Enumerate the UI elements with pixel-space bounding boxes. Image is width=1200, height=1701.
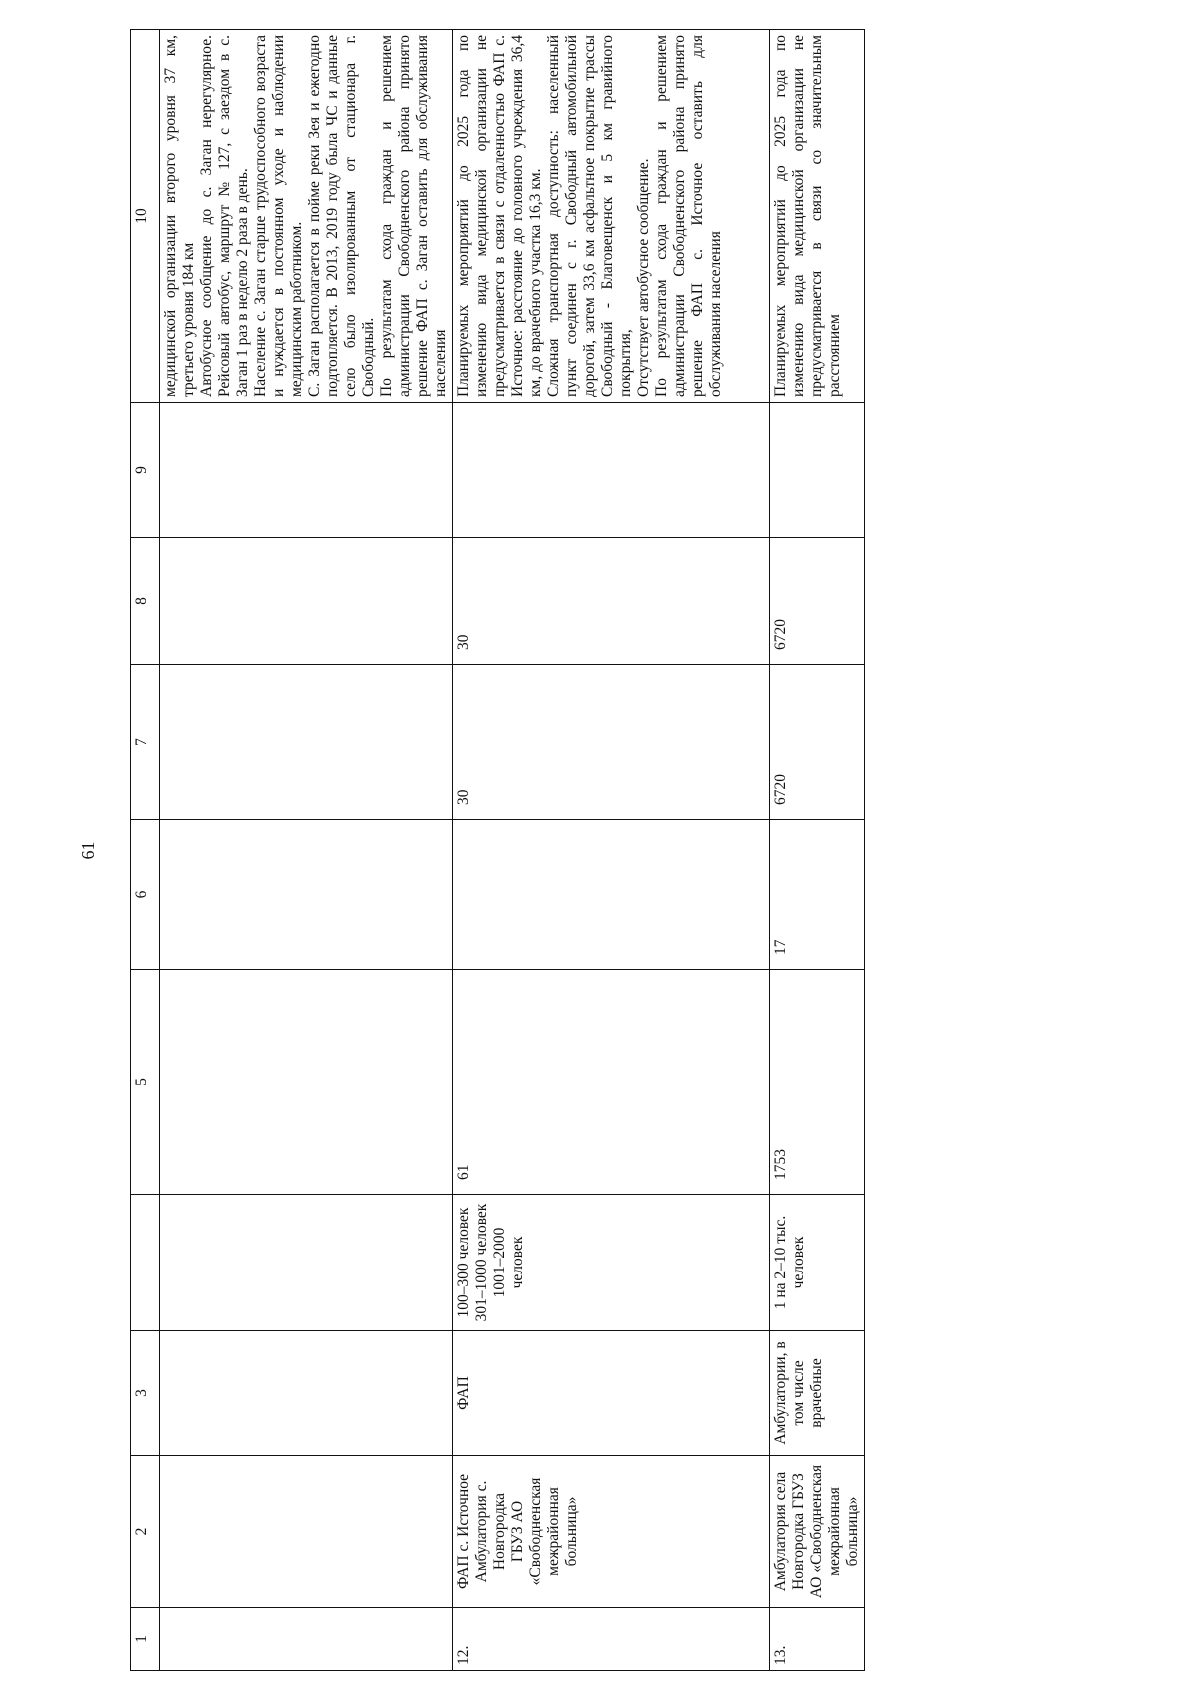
facility-name-cell: Амбулатория села Новгородка ГБУЗ АО «Свободненская межрайонная больница» (770, 1456, 865, 1608)
value-cell-6 (160, 820, 453, 970)
col-header: 5 (131, 970, 160, 1195)
value-cell-8: 6720 (770, 538, 865, 665)
table-row (160, 30, 453, 1671)
table-row (453, 30, 770, 1671)
col-header: 9 (131, 403, 160, 538)
value-cell-7 (160, 665, 453, 820)
row-number-cell: 12. (453, 1608, 770, 1671)
col-header: 2 (131, 1456, 160, 1608)
note-cell: Планируемых мероприятий до 2025 года по изменению вида медицинской организации не предусматривается в связи со значительным расстоянием (770, 30, 865, 403)
facility-type-cell: Амбулатории, в том числе врачебные (770, 1331, 865, 1456)
value-cell-6: 17 (770, 820, 865, 970)
col-header: 10 (131, 30, 160, 403)
facility-type-cell: ФАП (453, 1331, 770, 1456)
value-cell-5: 61 (453, 970, 770, 1195)
facility-name-cell: ФАП с. Источное Амбулатория с. Новгородка ГБУЗ АО «Свободненская межрайонная больница» (453, 1456, 770, 1608)
value-cell-7: 30 (453, 665, 770, 820)
row-number-cell (160, 1608, 453, 1671)
value-cell-7: 6720 (770, 665, 865, 820)
table-row (770, 30, 865, 1671)
note-cell: Планируемых мероприятий до 2025 года по изменению вида медицинской организации не предусматривается в связи с отдаленностью ФАП с. Источное: расстояние до головного учреждения 36,4 км, до врачебного участка 16,3 км. Сложная транспортная доступность: населенный пункт соединен с г. Свободный автомобильной дорогой, затем 33,6 км асфальтное покрытие трассы Свободный - Благовещенск и 5 км гравийного покрытия, Отсутствует автобусное сообщение. По результатам схода граждан и решением администрации Свободненского района принято решение ФАП с. Источное оставить для обслуживания населения (453, 30, 770, 403)
col-header (131, 1195, 160, 1331)
value-cell-8 (160, 538, 453, 665)
norm-cell: 100–300 человек 301–1000 человек 1001–2000 человек (453, 1195, 770, 1331)
table-header-row (131, 30, 160, 1671)
value-cell-5: 1753 (770, 970, 865, 1195)
norm-cell: 1 на 2–10 тыс. человек (770, 1195, 865, 1331)
facilities-table (130, 29, 865, 1671)
value-cell-9 (160, 403, 453, 538)
col-header: 8 (131, 538, 160, 665)
page-number: 61 (78, 841, 98, 860)
value-cell-5 (160, 970, 453, 1195)
col-header: 1 (131, 1608, 160, 1671)
facility-type-cell (160, 1331, 453, 1456)
value-cell-8: 30 (453, 538, 770, 665)
value-cell-6 (453, 820, 770, 970)
value-cell-9 (453, 403, 770, 538)
col-header: 3 (131, 1331, 160, 1456)
col-header: 6 (131, 820, 160, 970)
facility-name-cell (160, 1456, 453, 1608)
value-cell-9 (770, 403, 865, 538)
note-cell: медицинской организации второго уровня 37 км, третьего уровня 184 км Автобусное сообщение до с. Заган нерегулярное. Рейсовый автобус, маршрут № 127, с заездом в с. Заган 1 раз в неделю 2 раза в день. Население с. Заган старше трудоспособного возраста и нуждается в постоянном уходе и наблюдении медицинским работником. С. Заган располагается в пойме реки Зея и ежегодно подтопляется. В 2013, 2019 году была ЧС и данные село было изолированным от стационара г. Свободный. По результатам схода граждан и решением администрации Свободненского района принято решение ФАП с. Заган оставить для обслуживания населения (160, 30, 453, 403)
norm-cell (160, 1195, 453, 1331)
row-number-cell: 13. (770, 1608, 865, 1671)
col-header: 7 (131, 665, 160, 820)
